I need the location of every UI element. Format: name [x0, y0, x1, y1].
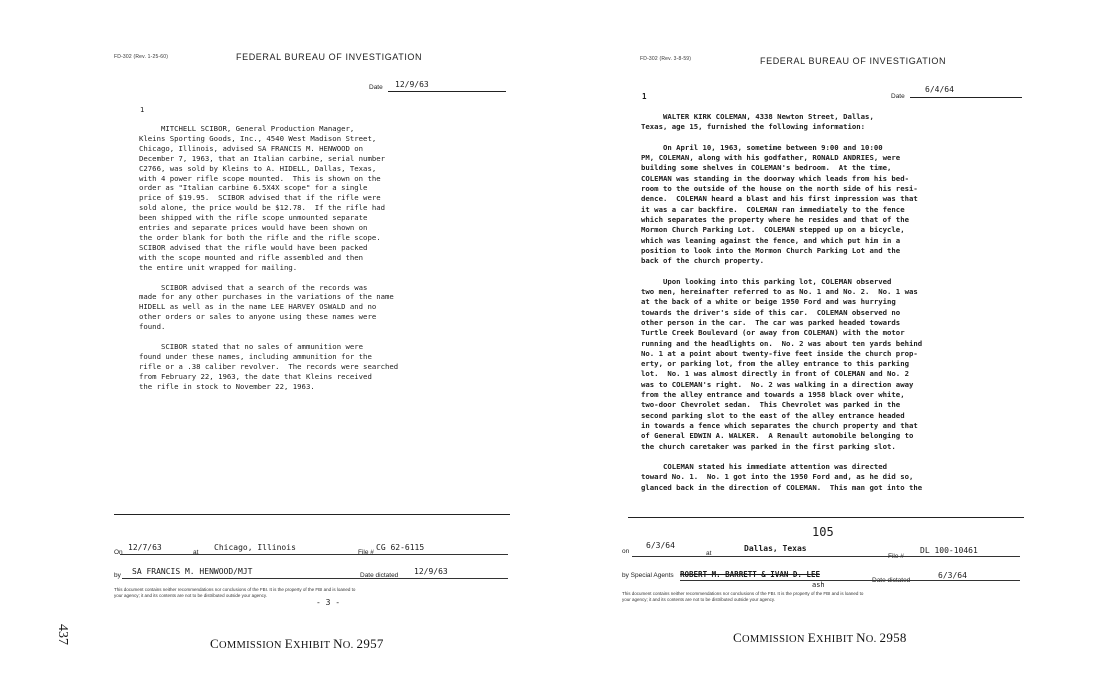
- right-by-rule: [680, 580, 1020, 581]
- right-body-line: towards the driver's side of this car. COLEMAN observed no: [641, 307, 901, 317]
- right-date-label: Date: [891, 93, 905, 100]
- left-body-line: price of $19.95. SCIBOR advised that if the rifle were: [139, 193, 381, 203]
- right-file-label: File #: [888, 553, 904, 560]
- left-body-line: order as "Italian carbine 6.5X4X scope" for a single: [139, 183, 368, 193]
- left-body-line: [139, 332, 398, 342]
- right-body-line: which separates the property where he resides and that of the: [641, 214, 909, 224]
- right-body-line: building some shelves in COLEMAN's bedroom. At the time,: [641, 163, 892, 173]
- right-caption: COMMISSION EXHIBIT NO. 2958: [733, 630, 907, 645]
- right-on-label: on: [622, 548, 630, 555]
- left-footer-line1: This document contains neither recommendations nor conclusions of the FBI. It is the property of the FBI and is loaned to: [114, 587, 356, 592]
- right-on-value: 6/3/64: [646, 541, 675, 550]
- page-side-number: 437: [55, 624, 70, 645]
- left-body-line: SCIBOR advised that the rifle would have been packed: [139, 242, 368, 252]
- left-body-line: other orders or sales to anyone using these names were: [139, 312, 377, 322]
- left-body-line: found under these names, including ammunition for the: [139, 351, 372, 361]
- left-body-line: rifle or a .38 caliber revolver. The records were searched: [139, 361, 399, 371]
- right-divider: [628, 517, 1024, 518]
- left-body-line: December 7, 1963, that an Italian carbine, serial number: [139, 153, 386, 163]
- right-dictated-label: Date dictated: [872, 577, 911, 584]
- right-footer-line2: your agency; it and its contents are not to be distributed outside your agency.: [622, 597, 776, 602]
- right-body-line: other person in the car. The car was parked headed towards: [641, 317, 901, 327]
- right-body-line: [641, 266, 922, 276]
- right-header: FEDERAL BUREAU OF INVESTIGATION: [760, 56, 947, 66]
- right-body-line: which was leaning against the fence, and which put him in a: [641, 235, 901, 245]
- right-at-label: at: [706, 550, 712, 557]
- left-body-line: with the scope mounted and rifle assembled and then: [139, 252, 364, 262]
- left-body-line: the rifle in stock to November 22, 1963.: [139, 381, 315, 391]
- left-page-number: 1: [140, 106, 145, 114]
- right-body: [641, 112, 922, 493]
- left-agent: SA FRANCIS M. HENWOOD/MJT: [132, 567, 253, 576]
- left-body-line: sold alone, the price would be $12.78. If the rifle had: [139, 203, 386, 213]
- left-on-value: 12/7/63: [128, 543, 162, 552]
- left-body-line: SCIBOR stated that no sales of ammunition were: [139, 341, 364, 351]
- right-file-value: DL 100-10461: [920, 546, 978, 555]
- right-body-line: COLEMAN stated his immediate attention was directed: [641, 462, 888, 472]
- right-body-line: On April 10, 1963, sometime between 9:00 and 10:00: [641, 142, 883, 152]
- left-body-line: [139, 273, 398, 283]
- right-on-rule: [632, 556, 1020, 557]
- left-body-line: the order blank for both the rifle and the rifle scope.: [139, 232, 381, 242]
- right-body-line: erty, or parking lot, from the alley entrance to this parking: [641, 359, 909, 369]
- right-body-line: in towards a fence which separates the church property and that: [641, 420, 918, 430]
- right-body-line: PM, COLEMAN, along with his godfather, RONALD ANDRIES, were: [641, 153, 901, 163]
- right-page-number: 1: [642, 92, 647, 101]
- right-body-line: running and the headlights on. No. 2 was about ten yards behind: [641, 338, 923, 348]
- left-dictated-value: 12/9/63: [414, 567, 448, 576]
- left-form-number: FD-302 (Rev. 1-25-60): [114, 54, 169, 60]
- left-file-value: CG 62-6115: [376, 543, 425, 552]
- right-body-line: No. 1 at a point about twenty-five feet inside the church prop-: [641, 348, 918, 358]
- right-footer-line1: This document contains neither recommendations nor conclusions of the FBI. It is the property of the FBI and is loaned to: [622, 591, 864, 596]
- right-body-line: dence. COLEMAN heard a blast and his first impression was that: [641, 194, 918, 204]
- right-body-line: Upon looking into this parking lot, COLEMAN observed: [641, 276, 892, 286]
- right-body-line: Texas, age 15, furnished the following information:: [641, 122, 866, 132]
- right-date-rule: [910, 97, 1022, 98]
- right-doc-number: 105: [812, 525, 834, 539]
- right-body-line: [641, 452, 922, 462]
- left-on-rule: [120, 554, 508, 555]
- left-body-line: made for any other purchases in the variations of the name: [139, 292, 394, 302]
- left-body: [139, 124, 398, 391]
- left-by-label: by: [114, 572, 121, 579]
- left-header: FEDERAL BUREAU OF INVESTIGATION: [236, 52, 423, 62]
- left-body-line: HIDELL as well as in the name LEE HARVEY OSWALD and no: [139, 302, 377, 312]
- left-body-line: the entire unit wrapped for mailing.: [139, 262, 298, 272]
- left-divider: [114, 514, 510, 515]
- right-body-line: COLEMAN was standing in the doorway which leads from his bed-: [641, 173, 909, 183]
- left-body-line: from February 22, 1963, the date that Kleins received: [139, 371, 372, 381]
- left-footer-line2: your agency; it and its contents are not to be distributed outside your agency.: [114, 593, 268, 598]
- right-body-line: back of the church property.: [641, 256, 765, 266]
- right-body-line: it was a car backfire. COLEMAN ran immediately to the fence: [641, 204, 905, 214]
- right-initials: ash: [812, 581, 825, 589]
- left-body-line: MITCHELL SCIBOR, General Production Manager,: [139, 124, 355, 133]
- right-body-line: two-door Chevrolet sedan. This Chevrolet was parked in the: [641, 400, 901, 410]
- right-body-line: lot. No. 1 was almost directly in front of COLEMAN and No. 2: [641, 369, 909, 379]
- right-body-line: the church caretaker was parked in the first parking slot.: [641, 441, 896, 451]
- left-body-line: Chicago, Illinois, advised SA FRANCIS M. HENWOOD on: [139, 143, 364, 153]
- right-body-line: two men, hereinafter referred to as No. 1 and No. 2. No. 1 was: [641, 287, 918, 297]
- left-body-line: C2766, was sold by Kleins to A. HIDELL, Dallas, Texas,: [139, 163, 377, 173]
- left-at-label: at: [193, 549, 199, 556]
- left-body-line: SCIBOR advised that a search of the records was: [139, 282, 368, 292]
- right-body-line: toward No. 1. No. 1 got into the 1950 Ford and, as he did so,: [641, 472, 914, 482]
- right-body-line: position to look into the Mormon Church Parking Lot and the: [641, 245, 901, 255]
- left-on-label: On: [114, 549, 123, 556]
- left-location: Chicago, Illinois: [214, 543, 296, 552]
- right-date: 6/4/64: [925, 85, 954, 94]
- left-body-line: with 4 power rifle scope mounted. This is shown on the: [139, 173, 381, 183]
- left-caption: COMMISSION EXHIBIT NO. 2957: [210, 636, 384, 651]
- left-body-line: been shipped with the rifle scope unmounted separate: [139, 213, 368, 223]
- right-body-line: of General EDWIN A. WALKER. A Renault automobile belonging to: [641, 431, 914, 441]
- right-form-number: FD-302 (Rev. 3-8-59): [640, 56, 692, 62]
- left-body-line: entries and separate prices would have been shown on: [139, 223, 368, 233]
- right-body-line: at the back of a white or beige 1950 Ford and was hurrying: [641, 297, 896, 307]
- right-body-line: room to the outside of the house on the north side of his resi-: [641, 184, 918, 194]
- left-date-rule: [388, 91, 506, 92]
- left-date-label: Date: [369, 84, 383, 91]
- right-location: Dallas, Texas: [744, 544, 807, 553]
- right-body-line: [641, 133, 922, 143]
- left-file-label: File #: [358, 549, 374, 556]
- right-body-line: Turtle Creek Boulevard (or away from COLEMAN) with the motor: [641, 328, 905, 338]
- left-date: 12/9/63: [395, 80, 429, 89]
- left-dictated-label: Date dictated: [360, 572, 399, 579]
- left-body-line: found.: [139, 322, 166, 332]
- right-dictated-value: 6/3/64: [938, 571, 967, 580]
- left-page-mark: - 3 -: [316, 598, 341, 607]
- left-by-rule: [122, 578, 508, 579]
- right-body-line: Mormon Church Parking Lot. COLEMAN stepped up on a bicycle,: [641, 225, 905, 235]
- right-body-line: WALTER KIRK COLEMAN, 4338 Newton Street, Dallas,: [641, 112, 874, 121]
- right-body-line: was to COLEMAN's right. No. 2 was walking in a direction away: [641, 379, 914, 389]
- right-body-line: glanced back in the direction of COLEMAN. This man got into the: [641, 482, 923, 492]
- left-body-line: Kleins Sporting Goods, Inc., 4540 West Madison Street,: [139, 133, 377, 143]
- right-agents: ROBERT M. BARRETT & IVAN D. LEE: [680, 570, 820, 579]
- right-body-line: second parking slot to the east of the alley entrance headed: [641, 410, 905, 420]
- right-by-label: by Special Agents: [622, 572, 674, 579]
- right-body-line: from the alley entrance and towards a 1958 black over white,: [641, 390, 905, 400]
